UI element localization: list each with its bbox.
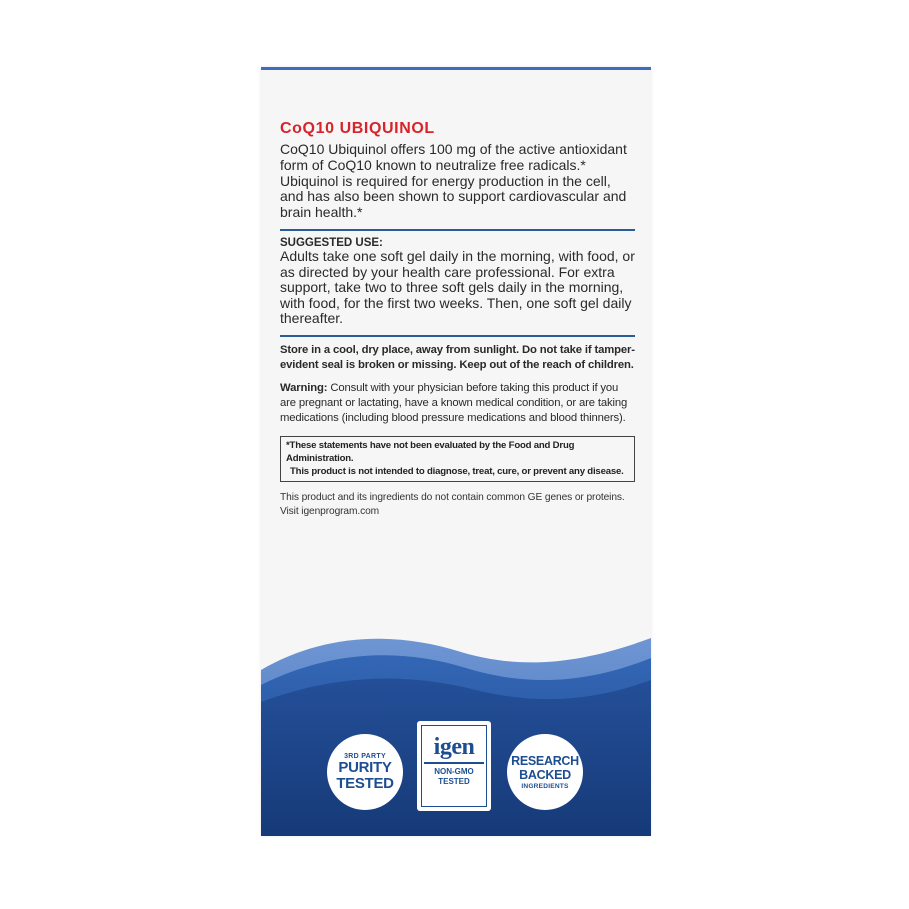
- igen-divider: [424, 762, 484, 764]
- igen-non-gmo-badge: [417, 721, 491, 811]
- label-content: [280, 120, 635, 519]
- fda-disclaimer-box: [280, 436, 635, 482]
- igen-line1: NON-GMO: [434, 767, 474, 776]
- product-title: CoQ10 UBIQUINOL: [280, 120, 435, 137]
- divider: [280, 335, 635, 337]
- storage-text: Store in a cool, dry place, away from sunlight. Do not take if tamper-evident seal is broken or missing. Keep out of the reach of children.: [280, 343, 635, 371]
- product-box-back-panel: [261, 67, 651, 836]
- igen-badge-frame: [421, 725, 487, 807]
- suggested-use-heading: SUGGESTED USE:: [280, 236, 383, 249]
- product-intro: CoQ10 Ubiquinol offers 100 mg of the active antioxidant form of CoQ10 known to neutralize free radicals.* Ubiquinol is required for energy production in the cell, and has also been shown to support cardiovascular and brain health.*: [280, 141, 627, 221]
- research-badge-line1: RESEARCH: [511, 754, 579, 768]
- purity-badge-line1: PURITY: [338, 758, 392, 776]
- disclaimer-line-1: *These statements have not been evaluated by the Food and Drug Administration.: [286, 439, 575, 464]
- divider: [280, 229, 635, 231]
- research-badge-line2: BACKED: [519, 768, 571, 782]
- research-backed-badge: [507, 734, 583, 810]
- gmo-note: This product and its ingredients do not contain common GE genes or proteins. Visit igenprogram.com: [280, 491, 625, 517]
- purity-badge-line2: TESTED: [336, 774, 394, 792]
- igen-line2: TESTED: [438, 776, 470, 786]
- warning-body: Consult with your physician before taking this product if you are pregnant or lactating, have a known medical condition, or are taking medications (including blood pressure medications and blood thinners).: [280, 381, 628, 424]
- igen-logo: igen: [433, 734, 475, 760]
- suggested-use-text: Adults take one soft gel daily in the morning, with food, or as directed by your health care professional. For extra support, take two to three soft gels daily in the morning, with food, for the first two weeks. Then, one soft gel daily thereafter.: [280, 247, 635, 327]
- disclaimer-line-2: This product is not intended to diagnose, treat, cure, or prevent any disease.: [290, 465, 624, 477]
- warning-label: Warning:: [280, 381, 328, 394]
- warning-text: [280, 381, 635, 426]
- purity-badge-small: 3RD PARTY: [344, 752, 386, 760]
- research-badge-small: INGREDIENTS: [521, 783, 569, 790]
- purity-tested-badge: [327, 734, 403, 810]
